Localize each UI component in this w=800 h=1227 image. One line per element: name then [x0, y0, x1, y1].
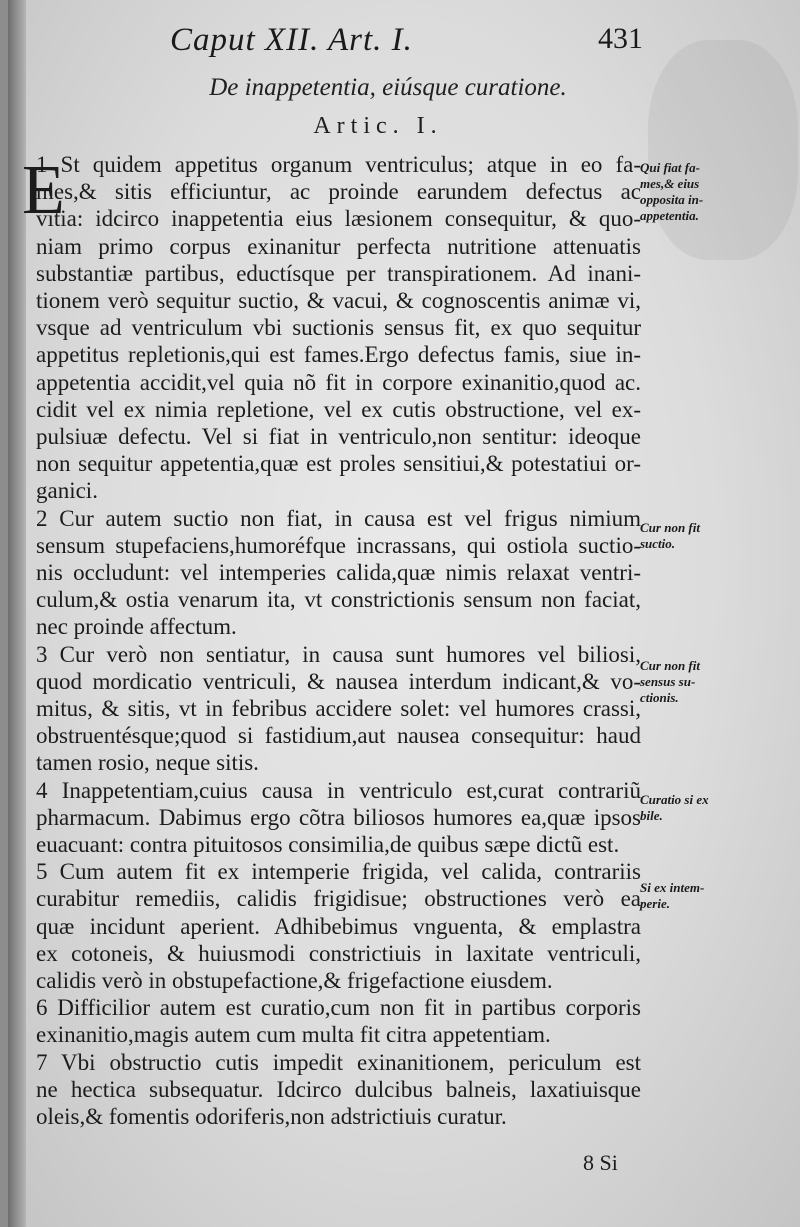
text-line: quod mordicatio ventriculi, & nausea interdum indicant,& vo-: [36, 668, 641, 694]
bleed-through-stain: [648, 40, 798, 260]
running-head: [158, 22, 678, 62]
text-line: exinanitio,magis autem cum multa fit citra appetentiam.: [36, 1022, 551, 1048]
text-line: tionem verò sequitur suctio, & vacui, & cognoscentis animæ vi,: [36, 288, 641, 313]
text-line: ne hectica subsequatur. Idcirco dulcibus balneis, laxatiuisque: [36, 1076, 641, 1102]
text-line: 5 Cum autem fit ex intemperie frigida, vel calida, contrariis: [36, 859, 641, 885]
text-line: substantiæ partibus, eductísque per transpirationem. Ad inani-: [36, 260, 641, 286]
text-line: vsque ad ventriculum vbi suctionis sensus fit, ex quo sequitur: [36, 315, 641, 341]
text-line: 3 Cur verò non sentiatur, in causa sunt humores vel biliosi,: [36, 641, 641, 667]
text-line: mitus, & sitis, vt in febribus accidere solet: vel humores crassi,: [36, 696, 641, 721]
text-line: vitia: idcirco inappetentia eius læsionem consequitur, & quo-: [36, 206, 641, 232]
text-line: euacuant: contra pituitosos consimilia,de quibus sæpe dictũ est.: [36, 832, 620, 857]
text-line: oleis,& fomentis odoriferis,non adstrictiuis curatur.: [36, 1104, 507, 1129]
text-line: tamen rosio, neque sitis.: [36, 750, 259, 776]
text-line: niam primo corpus exinanitur perfecta nutritione attenuatis: [36, 233, 641, 259]
text-line: ganici.: [36, 478, 98, 504]
text-line: ex cotoneis, & huiusmodi constrictiuis in laxitate ventriculi,: [36, 940, 641, 966]
text-line: non sequitur appetentia,quæ est proles sensitiui,& potestatiui or-: [36, 451, 641, 477]
text-line: calidis verò in obstupefactione,& frigefactione eiusdem.: [36, 968, 553, 993]
text-line: appetentia accidit,vel quia nõ fit in corpore exinanitio,quod ac.: [36, 369, 641, 395]
text-line: pharmacum. Dabimus ergo cõtra biliosos humores ea,quæ ipsos: [36, 804, 641, 830]
article-heading: Artic. I.: [313, 113, 443, 139]
text-line: 6 Difficilior autem est curatio,cum non fit in partibus corporis: [36, 995, 641, 1021]
text-line: pulsiuæ defectu. Vel si fiat in ventriculo,non sentitur: ideoque: [36, 424, 641, 449]
text-line: nec proinde affectum.: [36, 614, 237, 640]
margin-note: Cur non fit suctio.: [640, 520, 700, 551]
text-line: culum,& ostia venarum ita, vt constrictionis sensum non faciat,: [36, 587, 641, 613]
text-line: 4 Inappetentiam,cuius causa in ventriculo est,curat contrariũ: [36, 777, 641, 803]
page-number: 431: [598, 22, 643, 55]
running-title: Caput XII. Art. I.: [170, 22, 413, 58]
text-line: cidit vel ex nimia repletione, vel ex cutis obstructione, vel ex-: [36, 396, 641, 422]
drop-cap: E: [22, 152, 65, 229]
text-line: quæ incidunt aperient. Adhibebimus vnguenta, & emplastra: [36, 913, 641, 939]
text-line: obstruentésque;quod si fastidium,aut nausea consequitur: haud: [36, 723, 641, 749]
text-line: nis occludunt: vel intemperies calida,quæ nimis relaxat ventri-: [36, 560, 641, 585]
text-line: appetitus repletionis,qui est fames.Ergo defectus famis, siue in-: [36, 342, 641, 368]
margin-note: Cur non fit sensus su- ctionis.: [640, 658, 700, 705]
margin-note: Si ex intem- perie.: [640, 880, 705, 911]
text-line: curabitur remediis, calidis frigidisue; obstructiones verò ea: [36, 886, 641, 912]
text-line: 2 Cur autem suctio non fiat, in causa est vel frigus nimium: [36, 505, 641, 531]
text-line: 1 St quidem appetitus organum ventriculus; atque in eo fa-: [36, 152, 641, 177]
margin-note: Qui fiat fa- mes,& eius opposita in- appetentia.: [640, 160, 704, 223]
text-line: mes,& sitis efficiuntur, ac proinde earundem defectus ac: [36, 179, 641, 205]
book-page: [8, 0, 800, 1227]
text-line: sensum stupefaciens,humoréfque incrassans, qui ostiola suctio-: [36, 532, 641, 558]
margin-note: Curatio si ex bile.: [640, 792, 709, 823]
catchword: 8 Si: [583, 1150, 618, 1175]
chapter-title: De inappetentia, eiúsque curatione.: [209, 74, 567, 101]
text-line: 7 Vbi obstructio cutis impedit exinanitionem, periculum est: [36, 1049, 641, 1075]
